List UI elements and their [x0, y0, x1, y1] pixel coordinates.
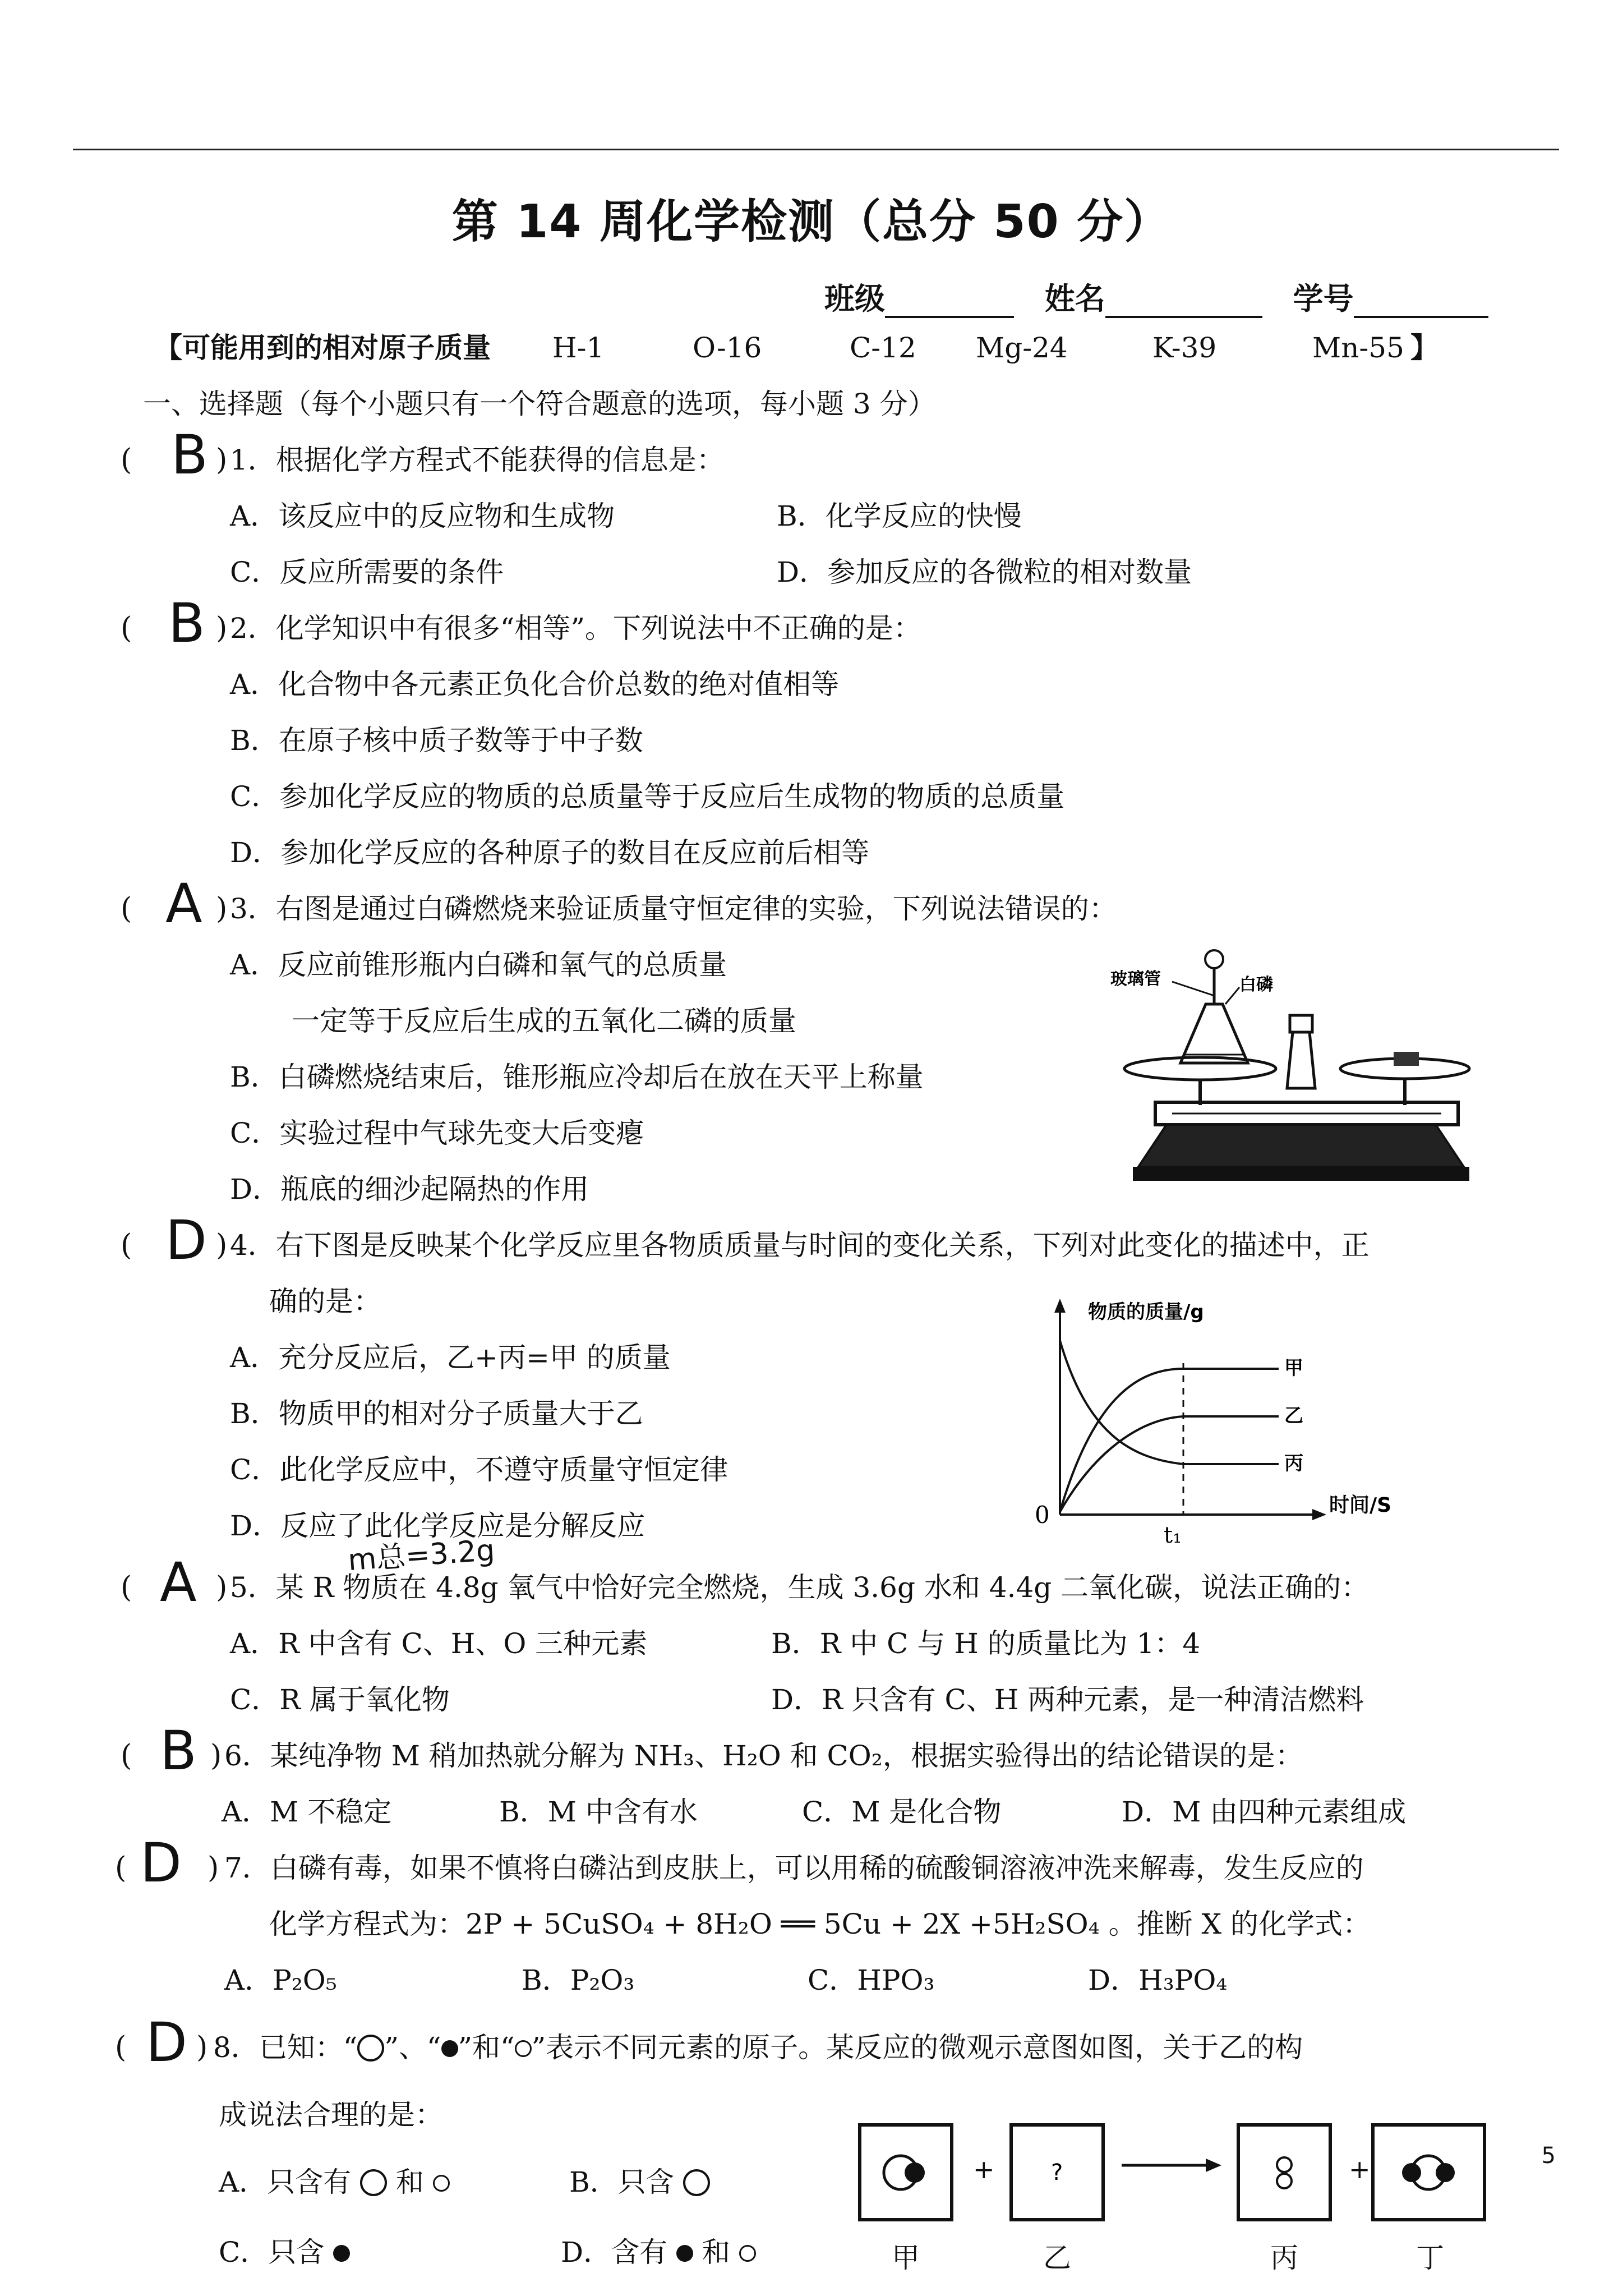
q8-handwritten-answer: D: [146, 2011, 187, 2074]
q2-stem: 2．化学知识中有很多“相等”。下列说法中不正确的是：: [230, 612, 921, 645]
q1-handwritten-answer: B: [171, 424, 208, 486]
answer-paren-close: ): [216, 1228, 228, 1262]
answer-paren-close: ): [208, 1851, 219, 1885]
box-bing: [1237, 2123, 1332, 2221]
small-hollow-atom-icon: [739, 2245, 756, 2262]
small-hollow-atom-icon: [515, 2040, 532, 2057]
label-ding: 丁: [1416, 2242, 1444, 2274]
answer-paren-close: ): [216, 611, 228, 645]
atomic-mass-o: O-16: [693, 332, 762, 364]
q1-option-d: D．参加反应的各微粒的相对数量: [777, 556, 1192, 588]
small-hollow-atom-icon: [433, 2175, 450, 2192]
label-white-phosphorus: 白磷: [1239, 975, 1273, 995]
black-atom-icon: [333, 2245, 350, 2262]
answer-paren-close: ): [216, 443, 228, 477]
q6-option-c: C．M 是化合物: [802, 1796, 1002, 1828]
arrow-icon: [1122, 2154, 1223, 2177]
q5-option-d: D．R 只含有 C、H 两种元素，是一种清洁燃料: [771, 1683, 1364, 1716]
id-blank[interactable]: [1354, 287, 1488, 318]
q5-stem: 5．某 R 物质在 4.8g 氧气中恰好完全燃烧，生成 3.6g 水和 4.4g 二氧化碳，说法正确的：: [230, 1571, 1370, 1604]
q8-option-d-and: 和: [702, 2236, 730, 2269]
name-label: 姓名: [1044, 281, 1105, 316]
q8-stem-part: ”表示不同元素的原子。某反应的微观示意图如图，关于乙的构: [531, 2031, 1303, 2064]
q1-option-c: C．反应所需要的条件: [230, 556, 504, 588]
mass-time-chart: [1026, 1290, 1475, 1548]
q3-option-d: D．瓶底的细沙起隔热的作用: [230, 1173, 589, 1205]
y-axis-label: 物质的质量/g: [1088, 1301, 1204, 1323]
answer-paren-close: ): [196, 2031, 208, 2064]
q8-option-a-text: A．只含有: [219, 2166, 352, 2198]
q2-option-d: D．参加化学反应的各种原子的数目在反应前后相等: [230, 836, 870, 869]
q1-stem: 1．根据化学方程式不能获得的信息是：: [230, 444, 725, 476]
page-title: 第 14 周化学检测（总分 50 分）: [451, 195, 1172, 249]
q4-handwritten-answer: D: [165, 1209, 207, 1272]
q6-option-a: A．M 不稳定: [222, 1796, 392, 1828]
q8-option-c: [219, 2235, 350, 2269]
atomic-mass-k: K-39: [1152, 332, 1217, 364]
x-axis-label: 时间/S: [1329, 1494, 1392, 1517]
q8-option-d: [561, 2235, 756, 2269]
atomic-mass-mn: Mn-55: [1312, 332, 1404, 364]
q8-option-a-and: 和: [395, 2166, 424, 2198]
q5-handwritten-note: m总=3.2g: [347, 1533, 496, 1578]
q3-stem: 3．右图是通过白磷燃烧来验证质量守恒定律的实验，下列说法错误的：: [230, 892, 1117, 925]
label-bing: 丙: [1270, 2242, 1298, 2274]
answer-paren-close: ): [210, 1739, 222, 1773]
black-atom-icon: [441, 2040, 458, 2057]
q5-option-a: A．R 中含有 C、H、O 三种元素: [230, 1627, 648, 1660]
q6-stem: 6．某纯净物 M 稍加热就分解为 NH₃、H₂O 和 CO₂，根据实验得出的结论错误的是：: [224, 1740, 1303, 1772]
label-jia: 甲: [892, 2242, 920, 2274]
section-heading: 一、选择题（每个小题只有一个符合题意的选项，每小题 3 分）: [143, 388, 936, 420]
q2-option-c: C．参加化学反应的物质的总质量等于反应后生成物的物质的总质量: [230, 780, 1065, 813]
series-jia-line: [1060, 1369, 1279, 1512]
big-hollow-atom-icon: [357, 2035, 384, 2062]
label-glass-tube: 玻璃管: [1110, 969, 1161, 989]
black-atom-icon: [676, 2245, 693, 2262]
origin-label: 0: [1035, 1501, 1050, 1529]
id-label: 学号: [1293, 281, 1354, 316]
q8-option-c-text: C．只含: [219, 2236, 325, 2269]
student-info-fields: [824, 275, 1509, 318]
name-blank[interactable]: [1105, 287, 1262, 318]
q7-stem-cont: 化学方程式为：2P + 5CuSO₄ + 8H₂O ══ 5Cu + 2X +5H₂SO₄ 。推断 X 的化学式：: [269, 1908, 1371, 1940]
answer-paren: (: [121, 443, 132, 477]
q3-option-a-cont: 一定等于反应后生成的五氧化二磷的质量: [292, 1005, 796, 1037]
q8-stem-part: ”、“: [384, 2031, 441, 2064]
q8-stem: [213, 2031, 1303, 2064]
q2-handwritten-answer: B: [168, 592, 205, 655]
q2-option-a: A．化合物中各元素正负化合价总数的绝对值相等: [230, 668, 840, 701]
q5-option-c: C．R 属于氧化物: [230, 1683, 450, 1716]
plus-sign: +: [1349, 2154, 1371, 2184]
series-jia-label: 甲: [1284, 1357, 1303, 1379]
q7-handwritten-answer: D: [140, 1832, 182, 1894]
answer-paren-close: ): [216, 1571, 228, 1604]
q3-option-c: C．实验过程中气球先变大后变瘪: [230, 1117, 644, 1149]
series-yi-label: 乙: [1284, 1405, 1303, 1427]
q8-stem-part: ”和“: [458, 2031, 515, 2064]
q8-option-d-text: D．含有: [561, 2236, 668, 2269]
q7-option-a: A．P₂O₅: [224, 1964, 337, 1996]
answer-paren: (: [115, 1851, 127, 1885]
q1-option-a: A．该反应中的反应物和生成物: [230, 500, 615, 532]
q8-stem-part: 8．已知：“: [213, 2031, 358, 2064]
q8-option-a: [219, 2165, 450, 2199]
answer-paren: (: [121, 1571, 132, 1604]
box-yi: [1009, 2123, 1105, 2221]
q7-option-b: B．P₂O₃: [522, 1964, 635, 1996]
answer-paren: (: [121, 892, 132, 926]
q6-option-b: B．M 中含有水: [499, 1796, 698, 1828]
class-blank[interactable]: [885, 287, 1014, 318]
top-rule: [73, 149, 1559, 150]
answer-paren: (: [121, 611, 132, 645]
answer-paren: (: [121, 1739, 132, 1773]
q3-option-a: A．反应前锥形瓶内白磷和氧气的总质量: [230, 949, 727, 981]
q4-option-d: D．反应了此化学反应是分解反应: [230, 1510, 645, 1542]
atomic-mass-open: 【可能用到的相对原子质量: [154, 331, 491, 364]
q8-stem-cont: 成说法合理的是：: [219, 2099, 443, 2131]
q4-option-b: B．物质甲的相对分子质量大于乙: [230, 1397, 643, 1430]
page-number: 5: [1541, 2143, 1556, 2169]
big-hollow-atom-icon: [360, 2169, 387, 2196]
q1-option-b: B．化学反应的快慢: [777, 500, 1022, 532]
svg-text:?: ?: [1051, 2160, 1063, 2185]
plus-sign: +: [973, 2154, 995, 2184]
q7-option-c: C．HPO₃: [808, 1964, 935, 1996]
t1-label: t₁: [1164, 1522, 1182, 1548]
q4-stem-cont: 确的是：: [269, 1285, 381, 1318]
q4-stem: 4．右下图是反映某个化学反应里各物质质量与时间的变化关系，下列对此变化的描述中，正: [230, 1229, 1370, 1262]
q5-handwritten-answer: A: [160, 1551, 197, 1614]
box-ding: [1371, 2123, 1486, 2221]
big-hollow-atom-icon: [683, 2169, 710, 2196]
q3-handwritten-answer: A: [165, 872, 202, 935]
atomic-mass-h: H-1: [552, 332, 605, 364]
answer-paren: (: [115, 2031, 127, 2064]
q4-option-c: C．此化学反应中，不遵守质量守恒定律: [230, 1453, 728, 1486]
series-bing-line: [1060, 1341, 1279, 1464]
atomic-mass-c: C-12: [850, 332, 916, 364]
q8-option-b-text: B．只含: [569, 2166, 674, 2198]
series-bing-label: 丙: [1284, 1452, 1303, 1475]
answer-paren-close: ): [216, 892, 228, 926]
q5-option-b: B．R 中 C 与 H 的质量比为 1：4: [771, 1627, 1201, 1660]
atomic-mass-mg: Mg-24: [976, 332, 1068, 364]
q2-option-b: B．在原子核中质子数等于中子数: [230, 724, 643, 757]
q7-stem: 7．白磷有毒，如果不慎将白磷沾到皮肤上，可以用稀的硫酸铜溶液冲洗来解毒，发生反应的: [224, 1852, 1364, 1884]
box-jia: [858, 2123, 953, 2221]
balance-figure: [1099, 942, 1503, 1189]
class-label: 班级: [824, 281, 885, 316]
q4-option-a: A．充分反应后，乙+丙=甲 的质量: [230, 1341, 671, 1374]
q8-option-b: [569, 2165, 710, 2199]
answer-paren: (: [121, 1228, 132, 1262]
q7-option-d: D．H₃PO₄: [1088, 1964, 1228, 1996]
atomic-mass-close: 】: [1410, 331, 1438, 364]
q6-handwritten-answer: B: [160, 1719, 197, 1782]
label-yi: 乙: [1043, 2242, 1071, 2274]
q6-option-d: D．M 由四种元素组成: [1122, 1796, 1407, 1828]
q3-option-b: B．白磷燃烧结束后，锥形瓶应冷却后在放在天平上称量: [230, 1061, 924, 1093]
